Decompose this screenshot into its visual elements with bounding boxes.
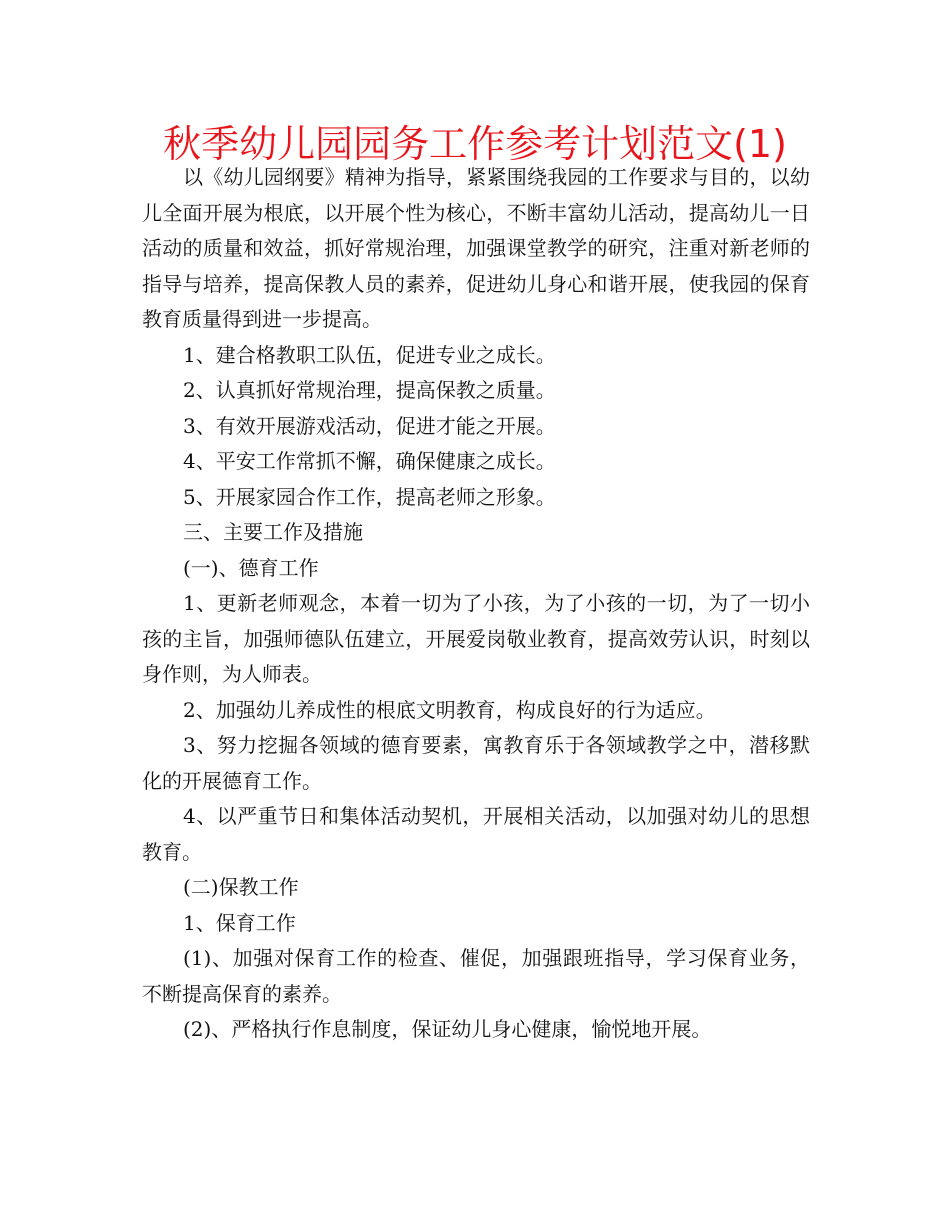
goal-item-5: 5、开展家园合作工作，提高老师之形象。: [183, 484, 556, 509]
intro-paragraph: 以《幼儿园纲要》精神为指导，紧紧围绕我园的工作要求与目的，以幼儿全面开展为根底，以开展个性为核心，不断丰富幼儿活动，提高幼儿一日活动的质量和效益，抓好常规治理，加强课堂教学的研究，注重对新老师的指导与培养，提高保教人员的素养，促进幼儿身心和谐开展，使我园的保育教育质量得到进一步提高。: [142, 165, 810, 331]
page-title: 秋季幼儿园园务工作参考计划范文(1): [163, 122, 787, 166]
subsection-heading-moral: (一)、德育工作: [183, 555, 319, 580]
document-body: [142, 160, 810, 1048]
moral-item-1: 1、更新老师观念，本着一切为了小孩，为了小孩的一切，为了一切小孩的主旨，加强师德队伍建立，开展爱岗敬业教育，提高效劳认识，时刻以身作则，为人师表。: [142, 591, 810, 686]
subsection-heading-care: (二)保教工作: [183, 875, 299, 899]
care-item-2: (2)、严格执行作息制度，保证幼儿身心健康，愉悦地开展。: [183, 1017, 712, 1041]
goal-item-4: 4、平安工作常抓不懈，确保健康之成长。: [183, 449, 556, 473]
goal-item-3: 3、有效开展游戏活动，促进才能之开展。: [183, 413, 556, 438]
care-item-1: (1)、加强对保育工作的检查、催促，加强跟班指导，学习保育业务，不断提高保育的素养。: [142, 946, 810, 1006]
goal-item-1: 1、建合格教职工队伍，促进专业之成长。: [183, 342, 556, 367]
moral-item-4: 4、以严重节日和集体活动契机，开展相关活动，以加强对幼儿的思想教育。: [142, 804, 810, 864]
moral-item-2: 2、加强幼儿养成性的根底文明教育，构成良好的行为适应。: [183, 697, 716, 722]
moral-item-3: 3、努力挖掘各领域的德育要素，寓教育乐于各领域教学之中，潜移默化的开展德育工作。: [142, 733, 810, 793]
section-heading-main-work: 三、主要工作及措施: [183, 520, 363, 544]
care-subheading: 1、保育工作: [183, 910, 296, 935]
goal-item-2: 2、认真抓好常规治理，提高保教之质量。: [183, 378, 556, 402]
